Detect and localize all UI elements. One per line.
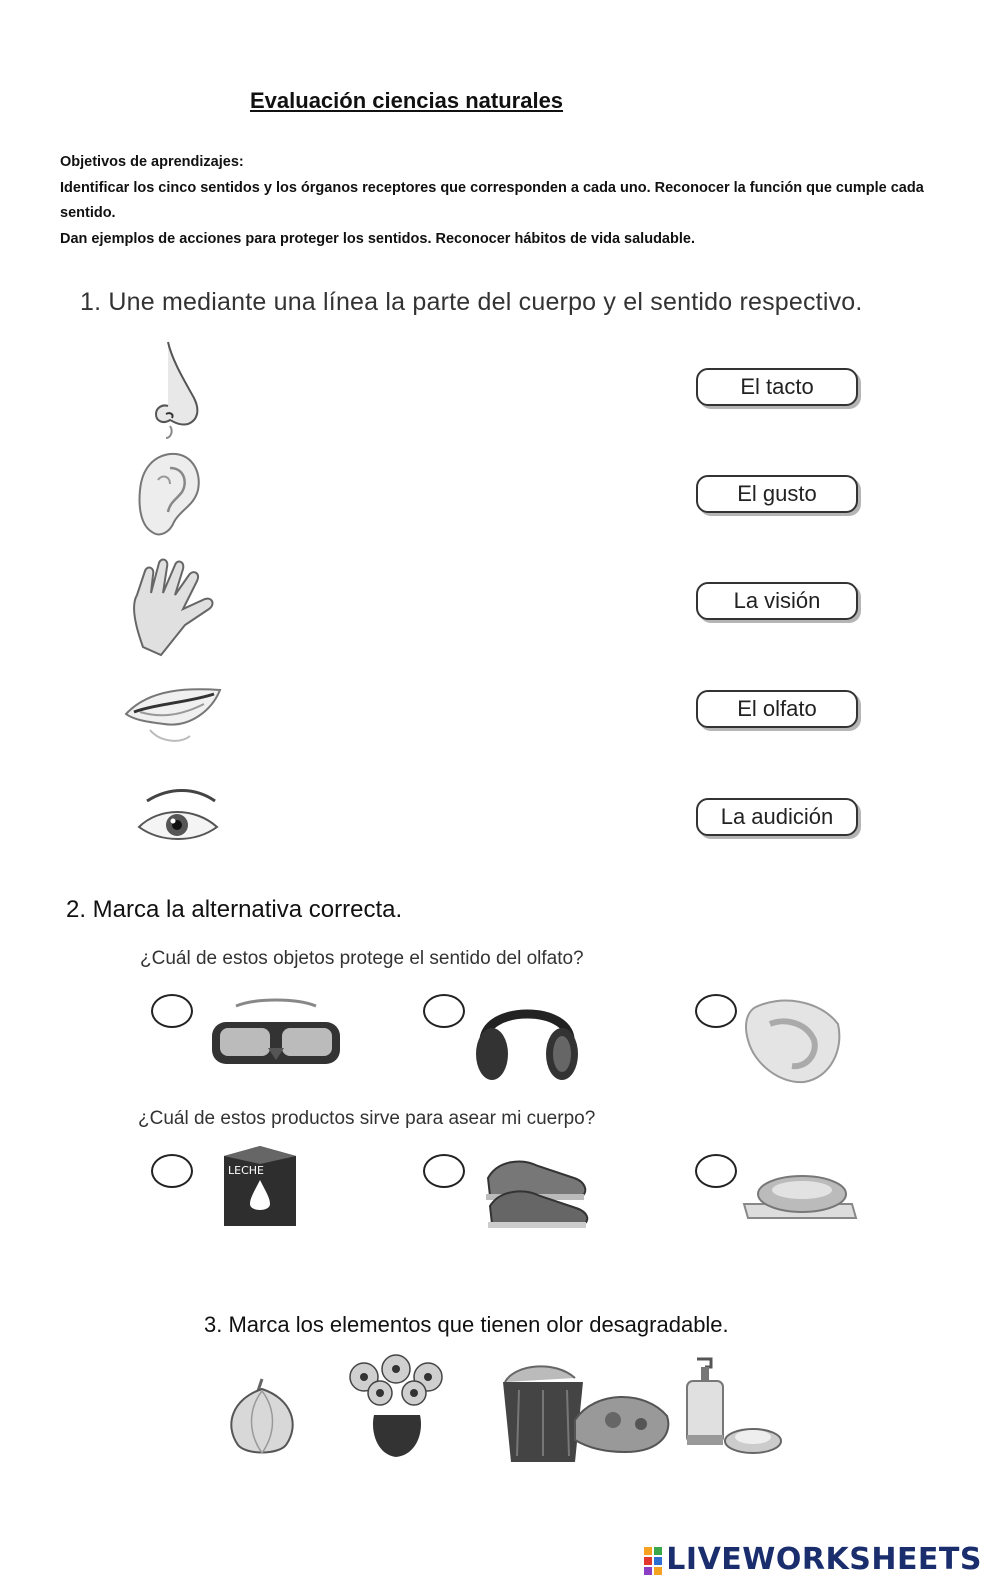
objectives-heading: Objetivos de aprendizajes: — [60, 154, 244, 170]
question-2-prompt: 2. Marca la alternativa correcta. — [66, 896, 403, 923]
mouth-icon — [120, 680, 225, 750]
ear-icon — [130, 450, 205, 540]
eye-icon — [125, 785, 230, 860]
milk-carton-label: LECHE — [228, 1164, 264, 1177]
flower-vase-icon — [340, 1355, 455, 1460]
soap-dispenser-icon — [675, 1355, 785, 1460]
earmuffs-icon — [470, 994, 585, 1084]
sense-box-gusto[interactable]: El gusto — [696, 475, 858, 513]
brand-name: LIVEWORKSHEETS — [666, 1542, 982, 1577]
sense-box-olfato[interactable]: El olfato — [696, 690, 858, 728]
face-mask-icon — [740, 994, 845, 1086]
question-3-prompt: 3. Marca los elementos que tienen olor desagradable. — [204, 1312, 729, 1337]
liveworksheets-mark-icon — [644, 1545, 662, 1575]
onion-icon — [222, 1375, 302, 1461]
question-2a-text: ¿Cuál de estos objetos protege el sentido del olfato? — [140, 948, 584, 969]
diving-mask-icon — [206, 998, 346, 1074]
hand-icon — [125, 555, 225, 660]
objectives-line-1: Identificar los cinco sentidos y los órganos receptores que corresponden a cada uno. Reconocer la función que cumple cada sentido. — [60, 179, 924, 221]
sneakers-icon — [482, 1150, 594, 1228]
question-1-prompt: 1. Une mediante una línea la parte del cuerpo y el sentido respectivo. — [80, 288, 863, 316]
option-circle-2a-3[interactable] — [695, 994, 737, 1028]
sense-box-audicion[interactable]: La audición — [696, 798, 858, 836]
milk-carton-icon — [220, 1144, 300, 1228]
option-circle-2b-2[interactable] — [423, 1154, 465, 1188]
nose-icon — [140, 340, 210, 440]
question-2b-text: ¿Cuál de estos productos sirve para asear mi cuerpo? — [138, 1108, 596, 1129]
soap-bar-icon — [740, 1170, 860, 1225]
objectives — [60, 150, 940, 252]
trash-bin-icon — [495, 1360, 675, 1465]
option-circle-2a-2[interactable] — [423, 994, 465, 1028]
page-title: Evaluación ciencias naturales — [250, 88, 564, 113]
sense-box-tacto[interactable]: El tacto — [696, 368, 858, 406]
option-circle-2b-3[interactable] — [695, 1154, 737, 1188]
objectives-line-2: Dan ejemplos de acciones para proteger los sentidos. Reconocer hábitos de vida saludable. — [60, 230, 695, 247]
sense-box-vision[interactable]: La visión — [696, 582, 858, 620]
liveworksheets-logo — [644, 1542, 982, 1577]
option-circle-2b-1[interactable] — [151, 1154, 193, 1188]
option-circle-2a-1[interactable] — [151, 994, 193, 1028]
